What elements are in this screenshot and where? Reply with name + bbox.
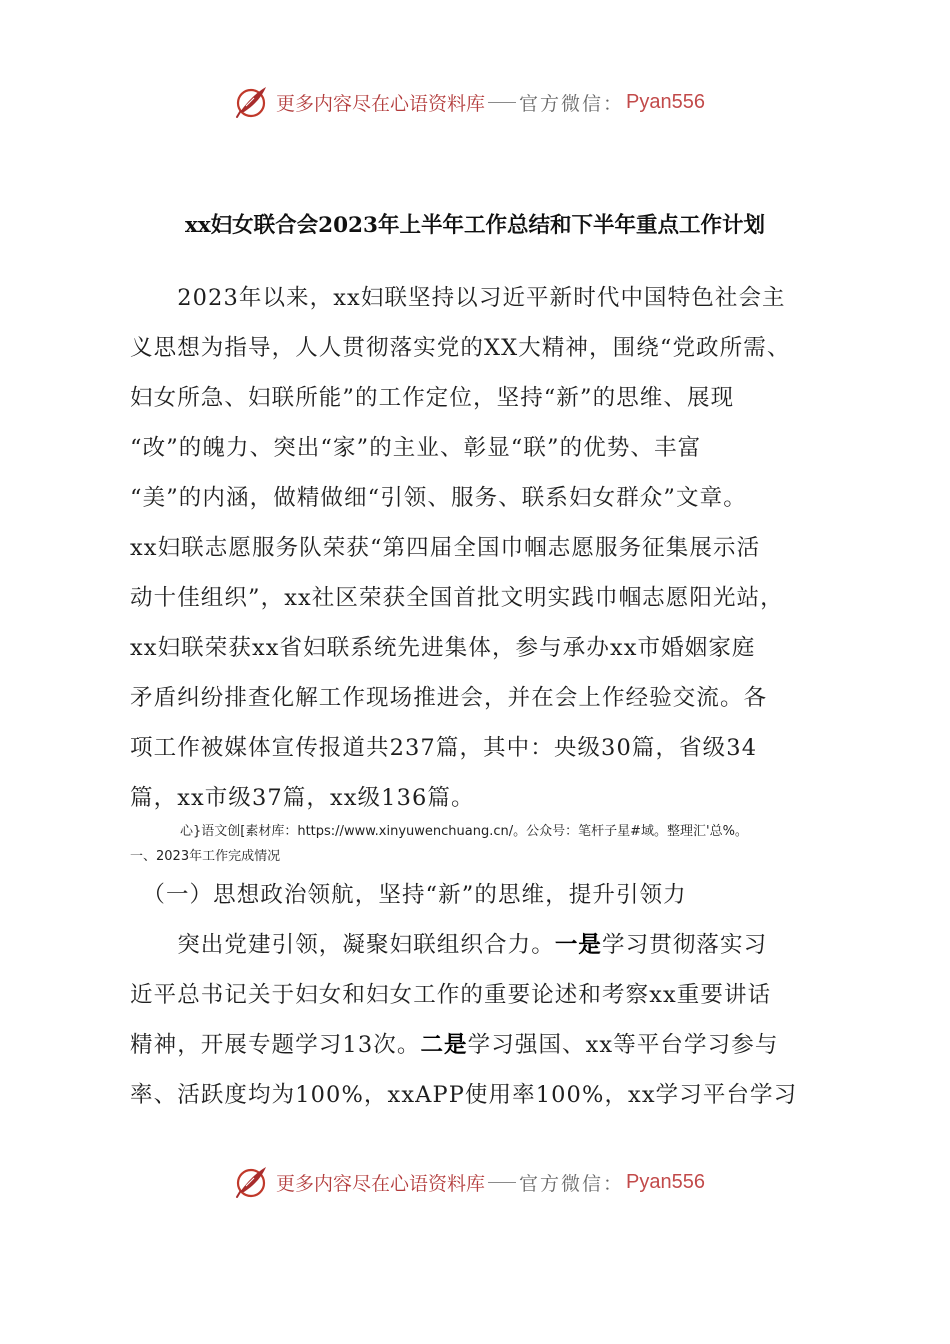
wechat-label: 官方微信：	[519, 92, 625, 115]
brand-name: 更多内容尽在心语资料库	[276, 92, 486, 115]
quill-pen-logo-icon	[232, 82, 272, 122]
text-line: 2023年以来，xx妇联坚持以习近平新时代中国特色社会主	[130, 285, 786, 311]
text-run: 精神，开展专题学习13次。	[130, 1032, 421, 1058]
text-line: 率、活跃度均为100%，xxAPP使用率100%，xx学习平台学习	[130, 1082, 798, 1108]
banner-dash-divider	[488, 1182, 516, 1183]
text-run: 学习强国、xx等平台学习参与	[467, 1032, 779, 1058]
text-run: 学习贯彻落实习	[602, 932, 768, 958]
footer-banner	[232, 1160, 705, 1204]
banner-dash-divider	[488, 102, 516, 103]
text-line: 矛盾纠纷排查化解工作现场推进会，并在会上作经验交流。各	[130, 685, 768, 711]
text-line: “改”的魄力、突出“家”的主业、彰显“联”的优势、丰富	[130, 435, 702, 461]
header-banner	[232, 80, 705, 124]
text-run: 突出党建引领，凝聚妇联组织合力。	[130, 932, 555, 958]
text-line	[130, 1020, 830, 1070]
text-line: 项工作被媒体宣传报道共237篇，其中：央级30篇，省级34	[130, 735, 758, 761]
text-line: 近平总书记关于妇女和妇女工作的重要论述和考察xx重要讲话	[130, 982, 772, 1008]
text-line: “美”的内涵，做精做细“引领、服务、联系妇女群众”文章。	[130, 485, 747, 511]
text-line: 篇，xx市级37篇，xx级136篇。	[130, 785, 475, 811]
quill-pen-logo-icon	[232, 1162, 272, 1202]
section-body	[130, 870, 830, 1120]
text-line	[130, 920, 830, 970]
text-line: xx妇联志愿服务队荣获“第四届全国巾帼志愿服务征集展示活	[130, 535, 761, 561]
bold-marker: 一是	[554, 932, 603, 958]
intro-paragraph	[130, 273, 830, 823]
source-note: 心}语文创[素材库：https://www.xinyuwenchuang.cn/。公众号：笔杆子星#域。整理汇'总%。	[180, 824, 748, 839]
brand-name: 更多内容尽在心语资料库	[276, 1172, 486, 1195]
subsection-heading: （一）思想政治领航，坚持“新”的思维，提升引领力	[130, 882, 687, 908]
document-title: xx妇女联合会2023年上半年工作总结和下半年重点工作计划	[185, 213, 765, 238]
wechat-label: 官方微信：	[519, 1172, 625, 1195]
text-line: 义思想为指导，人人贯彻落实党的XX大精神，围绕“党政所需、	[130, 335, 791, 361]
text-line: 动十佳组织”，xx社区荣获全国首批文明实践巾帼志愿阳光站，	[130, 585, 784, 611]
wechat-id: Pyan556	[626, 1170, 705, 1193]
text-line: xx妇联荣获xx省妇联系统先进集体，参与承办xx市婚姻家庭	[130, 635, 756, 661]
wechat-id: Pyan556	[626, 90, 705, 113]
bold-marker: 二是	[420, 1032, 468, 1058]
section-heading: 一、2023年工作完成情况	[130, 849, 281, 864]
text-line: 妇女所急、妇联所能”的工作定位，坚持“新”的思维、展现	[130, 385, 735, 411]
